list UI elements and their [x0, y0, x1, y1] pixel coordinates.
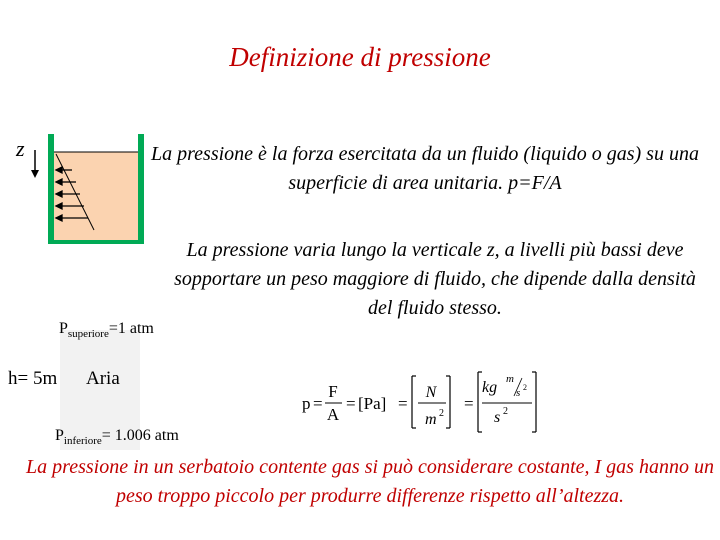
formula-eq1: = — [313, 394, 323, 413]
z-down-arrow-icon — [28, 150, 42, 180]
formula-m-small: m — [506, 373, 514, 385]
formula-eq3: = — [398, 394, 408, 413]
tank-air-gap — [54, 134, 138, 152]
vertical-variation-paragraph: La pressione varia lungo la verticale z, a livelli più bassi deve sopportare un peso maggiore di fluido, che dipende dalla densità del fluido stesso. — [174, 239, 696, 319]
air-label: Aria — [86, 368, 120, 389]
formula-pa: [Pa] — [358, 394, 387, 413]
height-label: h= 5m — [8, 368, 58, 389]
formula-kg: kg — [482, 379, 498, 396]
pressure-top-label: $P_{superiore}=1$ atm — [59, 320, 154, 340]
formula-eq4: = — [464, 394, 474, 413]
page-title: Definizione di pressione — [229, 42, 491, 72]
formula-eq2: = — [346, 394, 356, 413]
formula-s2-small: s — [516, 387, 521, 399]
formula-N: N — [425, 384, 437, 401]
formula-F: F — [328, 382, 338, 401]
pressure-unit-formula — [300, 368, 540, 436]
tank-fluid — [54, 152, 138, 240]
tank-diagram — [46, 134, 146, 246]
pressure-bottom-label: $P_{inferiore}= 1.006$ atm — [55, 427, 179, 447]
gas-tank-paragraph: La pressione in un serbatoio contente gas si può considerare costante, I gas hanno un peso troppo piccolo per produrre differenze rispetto all’altezza. — [26, 456, 714, 507]
formula-A: A — [326, 405, 340, 424]
formula-m2-exp: 2 — [439, 408, 444, 419]
formula-p: p — [302, 394, 311, 413]
formula-s2-exp: 2 — [523, 383, 527, 392]
definition-paragraph: La pressione è la forza esercitata da un fluido (liquido o gas) su una superficie di area unitaria. p=F/A — [151, 143, 699, 194]
formula-s2-exp2: 2 — [503, 406, 508, 417]
formula-s2: s — [494, 409, 501, 426]
formula-m2: m — [425, 411, 437, 428]
z-axis-label: z — [16, 136, 25, 161]
